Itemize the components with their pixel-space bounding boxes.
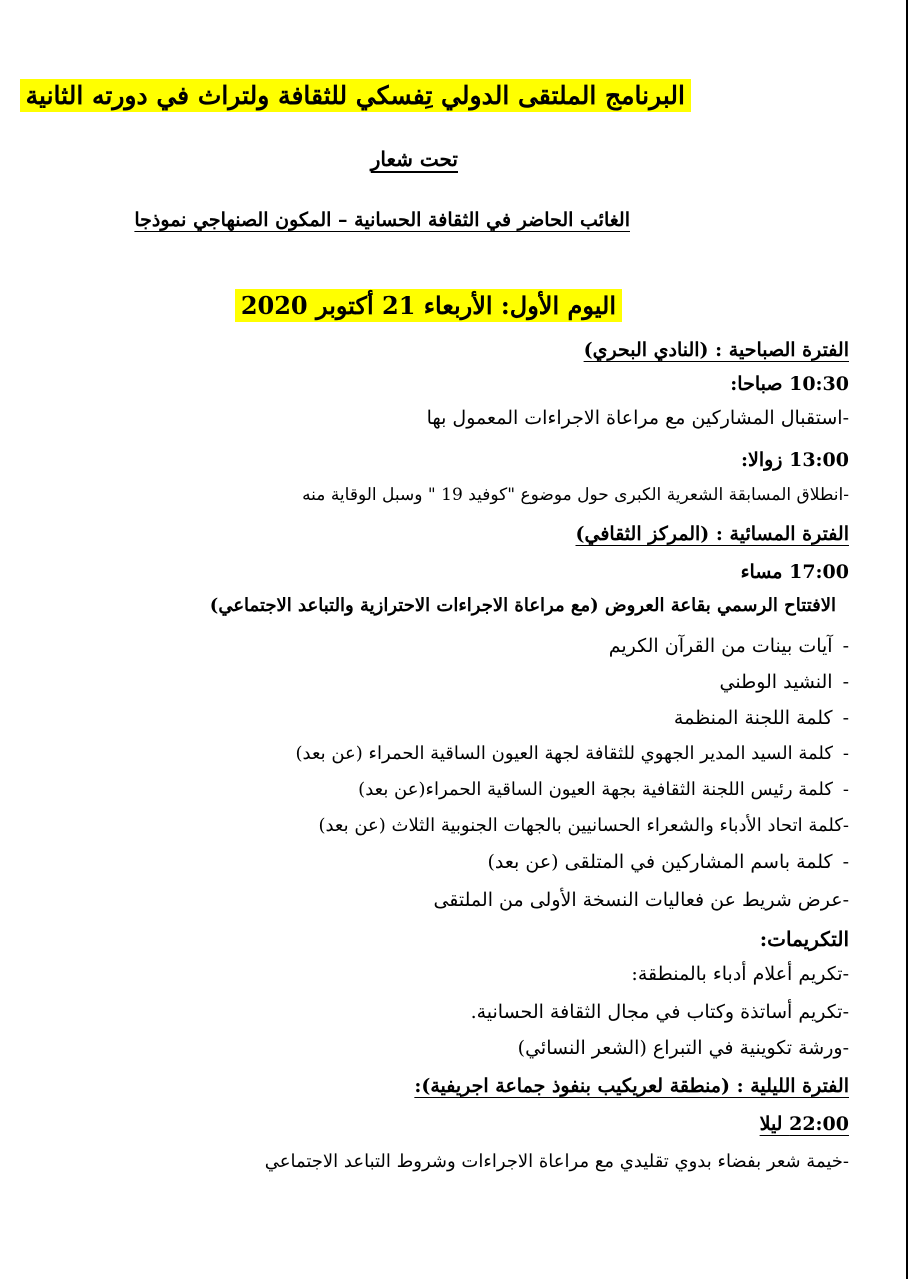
honors-heading: التكريمات: [759,927,849,951]
night-heading: الفترة الليلية : (منطقة لعريكيب بنفوذ جماعة اجريفية): [414,1075,849,1097]
honors-item-2: -تكريم أساتذة وكتاب في مجال الثقافة الحسانية. [470,1001,849,1023]
evening-item-5-text: كلمة رئيس اللجنة الثقافية بجهة العيون الساقية الحمراء(عن بعد) [358,779,833,800]
evening-item-6: -كلمة اتحاد الأدباء والشعراء الحسانيين بالجهات الجنوبية الثلاث (عن بعد) [318,815,849,836]
evening-item-8: -عرض شريط عن فعاليات النسخة الأولى من الملتقى [433,889,849,911]
night-item: -خيمة شعر بفضاء بدوي تقليدي مع مراعاة الاجراءات وشروط التباعد الاجتماعي [264,1151,849,1172]
evening-item-3 [674,706,849,731]
day1-title [235,290,622,321]
evening-item-4-text: كلمة السيد المدير الجهوي للثقافة لجهة العيون الساقية الحمراء (عن بعد) [295,743,833,764]
evening-item-5 [358,778,849,801]
slogan-text: الغائب الحاضر في الثقافة الحسانية – المكون الصنهاجي نموذجا [134,209,630,231]
list-dash: - [842,743,849,764]
evening-item-1 [609,634,849,659]
day1-title-text: اليوم الأول: الأربعاء 21 أكتوبر 2020 [235,289,622,322]
morning-item-1: -استقبال المشاركين مع مراعاة الاجراءات المعمول بها [426,407,849,429]
opening-ceremony: الافتتاح الرسمي بقاعة العروض (مع مراعاة الاجراءات الاحترازية والتباعد الاجتماعي) [209,595,836,616]
honors-item-1: -تكريم أعلام أدباء بالمنطقة: [631,963,849,985]
morning-time-2: 13:00 زوالا: [741,449,849,471]
night-time: 22:00 ليلا [759,1113,849,1135]
honors-item-3: -ورشة تكوينية في التبراع (الشعر النسائي) [517,1037,849,1059]
evening-time: 17:00 مساء [740,561,849,583]
morning-heading: الفترة الصباحية : (النادي البحري) [583,339,849,361]
slogan-label: تحت شعار [370,147,458,171]
evening-item-2 [720,670,850,695]
evening-item-3-text: كلمة اللجنة المنظمة [673,707,833,729]
list-dash: - [842,635,849,657]
list-dash: - [842,779,849,800]
evening-item-2-text: النشيد الوطني [719,671,833,693]
evening-item-4 [295,742,849,765]
evening-item-7-text: كلمة باسم المشاركين في المتلقى (عن بعد) [487,851,833,873]
evening-item-7 [487,850,849,875]
program-title-text: البرنامج الملتقى الدولي تِفسكي للثقافة ولتراث في دورته الثانية [20,79,691,112]
list-dash: - [842,671,849,693]
program-title [20,80,691,113]
list-dash: - [842,851,849,873]
evening-heading: الفترة المسائية : (المركز الثقافي) [575,523,849,545]
morning-item-2: -انطلاق المسابقة الشعرية الكبرى حول موضوع "كوفيد 19 " وسبل الوقاية منه [302,485,849,505]
list-dash: - [842,707,849,729]
morning-time-1: 10:30 صباحا: [730,373,849,395]
evening-item-1-text: آيات بينات من القرآن الكريم [608,635,833,657]
